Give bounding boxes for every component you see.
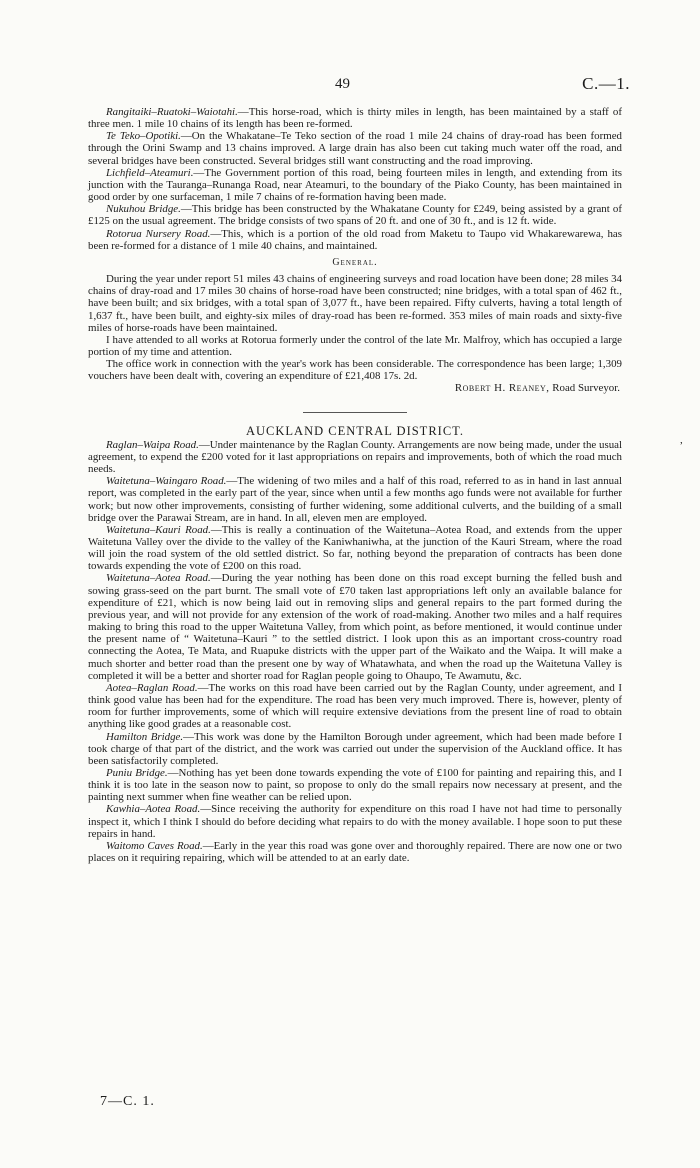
paragraph-text: —The works on this road have been carried out by the Raglan County, under agreement, and I think good value has been had for the expenditure. The road has been very much improved. There is, however, plenty of room for further improvements, some of which will require extensive deviations from the present line of road to obtain anything like good grades at a reasonable cost. [88,681,622,731]
section-divider [303,412,407,413]
road-title: Te Teko–Opotiki. [106,130,181,143]
road-title: Waitetuna–Aotea Road. [106,572,211,585]
road-title: Aotea–Raglan Road. [106,681,198,694]
paragraph [88,130,622,166]
paragraph-text: —Since receiving the authority for expenditure on this road I have not had time to personally inspect it, which I think I should do before deciding what repairs to do with the money available. I hope soon to put these repairs in hand. [88,803,622,840]
paragraph [88,228,622,252]
footer-reference: 7—C. 1. [100,1094,155,1109]
paragraph-text: —This horse-road, which is thirty miles in length, has been maintained by a staff of three men. 1 mile 10 chains of its length has been re-formed. [88,106,622,131]
paragraph: I have attended to all works at Rotorua formerly under the control of the late Mr. Malfroy, which has occupied a large portion of my time and attention. [88,333,622,358]
paragraph-text: —This work was done by the Hamilton Borough under agreement, which had been made before I took charge of that part of the district, and the work was carried out under the supervision of the Auckland office. It has been satisfactorily completed. [88,730,622,767]
paragraph-text: —Under maintenance by the Raglan County. Arrangements are now being made, under the usual agreement, to expend the £200 voted for it last appropriations on repairs and improvements, both of which the road much needs. [88,438,623,476]
paragraph [88,803,622,839]
paragraph [88,203,622,227]
signature-name: Robert H. Reaney, [454,382,550,395]
paragraph [88,572,622,681]
road-title: Waitomo Caves Road. [106,839,203,852]
paragraph-text: —Early in the year this road was gone over and thoroughly repaired. There are now one or two places on it requiring repairing, which will be attended to at an early date. [88,839,622,865]
margin-mark: , [680,434,683,446]
page-number: 49 [335,76,350,92]
paragraph-text: —The Government portion of this road, being fourteen miles in length, and extending from its junction with the Tauranga–Runanga Road, near Ateamuri, to the boundary of the Piako County, has been maintained in good order by one surfaceman, 1 mile 7 chains of re-formation having been made. [88,166,622,204]
road-title: Waitetuna–Kauri Road. [106,523,211,536]
paragraph [88,167,622,203]
paragraph-text: —The widening of two miles and a half of this road, referred to as in hand in last annual report, was completed in the early part of the year, since when until a few months ago funds were not available for further work; but now other improvements, consisting of further widening, some additional culverts, and the building of a small bridge over the Parawai Stream, are in hand. In all, eleven men are employed. [88,475,622,524]
paragraph-text: —This, which is a portion of the old road from Maketu to Taupo vid Whakarewarewa, has been re-formed for a distance of 1 mile 40 chains, and maintained. [88,227,622,252]
paragraph [88,524,622,573]
road-title: Puniu Bridge. [106,766,168,779]
paragraph [88,439,622,475]
paragraph: During the year under report 51 miles 43 chains of engineering surveys and road location have been done; 28 miles 34 chains of dray-road and 17 miles 30 chains of horse-road have been constructed; nine bridges, with a total span of 462 ft., have been built; and six bridges, with a total span of 3,077 ft., have been repaired. Fifty culverts, having a total length of 1,637 ft., have been built, and eighty-six miles of dray-road has been re-formed. 353 miles of main roads and sixty-five miles of horse-roads have been maintained. [88,273,622,334]
road-title: Hamilton Bridge. [106,730,184,743]
paragraph-text: —This is really a continuation of the Waitetuna–Aotea Road, and extends from the upper Waitetuna Valley over the divide to the valley of the Kaniwhaniwha, at the junction of the Kauri Stream, where the road will join the road system of the old settled district. So far, nothing beyond the preparation of contracts has been done towards expending the vote of £200 on this road. [88,523,622,573]
paragraph [88,767,622,803]
paragraph-text: —On the Whakatane–Te Teko section of the road 1 mile 24 chains of dray-road has been formed through the Orini Swamp and 13 chains improved. A large drain has also been cut taking much water off the road, and several bridges have been constructed. Several bridges still want constructing and the road improving. [88,130,623,167]
road-title: Rangitaiki–Ruatoki–Waiotahi. [106,106,238,118]
paragraph-text: —During the year nothing has been done on this road except burning the felled bush and sowing grass-seed on the part burnt. The small vote of £70 taken last appropriations left only an available balance for expenditure of £21, which is now being laid out in removing slips and general repairs to the part formed during the previous year, and will not provide for any extension of the work of road-making. Another two miles and a half requires making to bring this road to the upper Waitetuna Valley, from which point, as before mentioned, it would continue under the present name of “ Waitetuna–Kauri ” to the settled district. I look upon this as an important cross-country road connecting the Aotea, Te Mata, and Ruapuke districts with the upper part of the Waikato and the Waipa. It will make a much shorter and better road than the present one by way of Whatawhata, and when the road up the Waitetuna Valley is completed it will be a better and shorter road for Raglan people going to Ohaupo, Te Awamutu, &c. [88,572,622,682]
road-title: Raglan–Waipa Road. [106,438,199,451]
paragraph-text: —This bridge has been constructed by the Whakatane County for £249, being assisted by a grant of £125 on the usual agreement. The bridge consists of two spans of 20 ft. and one of 30 ft., and is 12 ft. wide. [88,203,622,228]
signature-title: Road Surveyor. [549,382,620,395]
paragraph [88,682,622,731]
road-title: Waitetuna–Waingaro Road. [106,475,227,488]
road-title: Rotorua Nursery Road. [106,227,211,240]
document-reference: C.—1. [582,74,630,93]
report-body [88,106,622,864]
paragraph-text: —Nothing has yet been done towards expending the vote of £100 for painting and repairing this, and I think it is too late in the season now to paint, so propose to only do the small repairs now necessary at present, and the painting next summer when fine weather can be relied upon. [88,766,622,804]
signature [88,382,622,394]
paragraph: The office work in connection with the year's work has been considerable. The correspondence has been large; 1,309 vouchers have been dealt with, covering an expenditure of £21,408 17s. 2d. [88,358,622,383]
road-title: Nukuhou Bridge. [106,203,181,216]
road-title: Kawhia–Aotea Road. [106,803,201,816]
paragraph [88,475,622,524]
paragraph [88,106,622,130]
general-heading: General. [332,256,378,268]
paragraph [88,840,622,864]
road-title: Lichfield–Ateamuri. [106,166,194,179]
district-heading: AUCKLAND CENTRAL DISTRICT. [245,423,464,438]
paragraph [88,731,622,767]
